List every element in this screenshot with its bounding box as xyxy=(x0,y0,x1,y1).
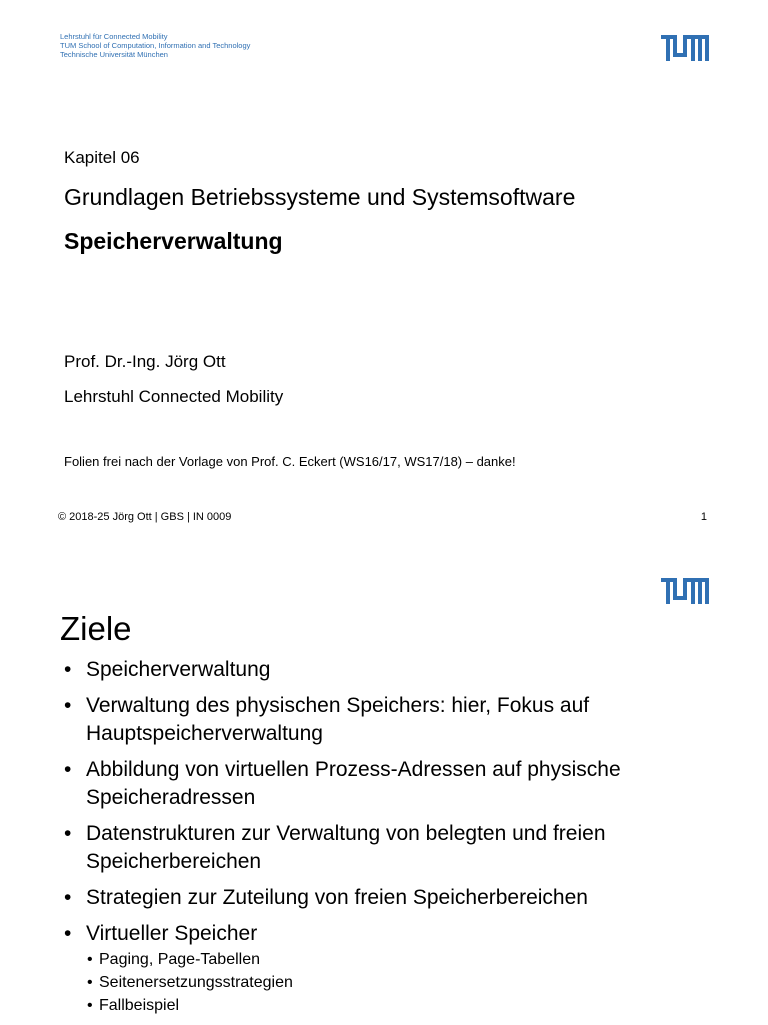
affiliation-line: TUM School of Computation, Information and Technology xyxy=(60,41,251,50)
goal-item: • Speicherverwaltung xyxy=(62,656,742,684)
slide-heading: Ziele xyxy=(60,610,132,647)
goals-slide xyxy=(0,548,768,1024)
affiliation-line: Lehrstuhl für Connected Mobility xyxy=(60,32,168,41)
sub-goal-item: • Fallbeispiel xyxy=(86,994,742,1017)
affiliation-line: Technische Universität München xyxy=(60,50,168,59)
tum-logo-icon xyxy=(661,578,709,604)
goal-item: • Strategien zur Zuteilung von freien Speicherbereichen xyxy=(62,884,742,912)
credit-note: Folien frei nach der Vorlage von Prof. C. Eckert (WS16/17, WS17/18) – danke! xyxy=(64,454,516,469)
copyright-footer: © 2018-25 Jörg Ott | GBS | IN 0009 xyxy=(58,511,232,523)
sub-goal-item: • Seitenersetzungsstrategien xyxy=(86,971,742,994)
goal-item: • Verwaltung des physischen Speichers: hier, Fokus auf Hauptspeicherverwaltung xyxy=(62,692,742,748)
chair-name: Lehrstuhl Connected Mobility xyxy=(64,387,284,406)
page-number: 1 xyxy=(700,511,707,523)
course-title: Grundlagen Betriebssysteme und Systemsoftware xyxy=(64,184,576,210)
goal-item: • Abbildung von virtuellen Prozess-Adressen auf physische Speicheradressen xyxy=(62,756,742,812)
goal-item-virtual-memory xyxy=(62,920,742,1017)
chapter-label: Kapitel 06 xyxy=(64,148,140,167)
goal-item: • Datenstrukturen zur Verwaltung von belegten und freien Speicherbereichen xyxy=(62,820,742,876)
sub-goal-item: • Paging, Page-Tabellen xyxy=(86,948,742,971)
sub-goal-list xyxy=(86,948,742,1017)
goal-list xyxy=(62,656,742,1025)
tum-logo-icon xyxy=(661,35,709,61)
author-name: Prof. Dr.-Ing. Jörg Ott xyxy=(64,352,226,371)
goal-item-label: Virtueller Speicher xyxy=(86,922,258,945)
slide-title: Speicherverwaltung xyxy=(64,228,283,254)
affiliation-block xyxy=(60,32,250,59)
